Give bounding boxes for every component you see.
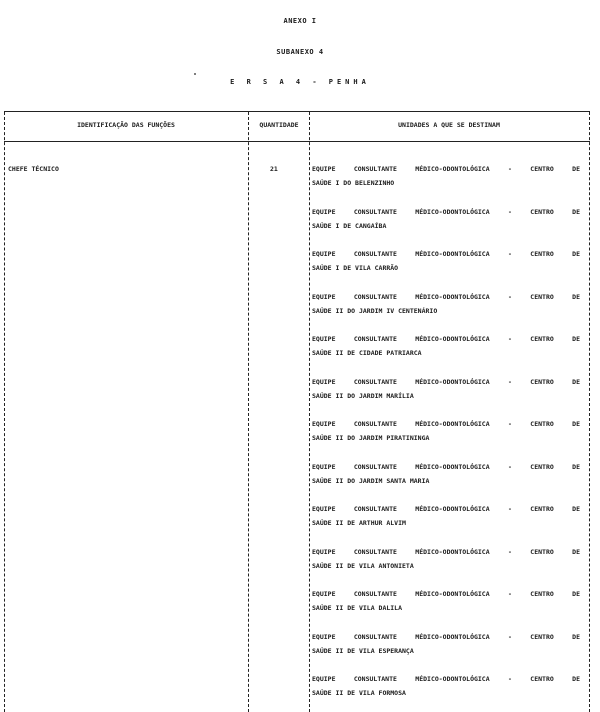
unit-line-1: EQUIPE CONSULTANTE MÉDICO-ODONTOLÓGICA - CENTRO DE	[312, 590, 580, 598]
header-bottom-rule	[4, 141, 590, 142]
column-header-units: UNIDADES A QUE SE DESTINAM	[398, 121, 500, 129]
scan-speck	[194, 73, 196, 75]
unit-entry	[312, 290, 580, 318]
unit-entry	[312, 545, 580, 573]
unit-line-2: SAÚDE II DO JARDIM PIRATININGA	[312, 434, 430, 442]
unit-line-2: SAÚDE II DO JARDIM SANTA MARIA	[312, 476, 430, 485]
unit-line-2: SAÚDE I DO BELENZINHO	[312, 179, 395, 187]
region-title: E R S A 4 - PENHA	[230, 78, 370, 86]
unit-entry	[312, 417, 580, 445]
column-header-quantity: QUANTIDADE	[259, 121, 299, 129]
unit-line-1: EQUIPE CONSULTANTE MÉDICO-ODONTOLÓGICA - CENTRO DE	[312, 505, 580, 513]
unit-entry	[312, 332, 580, 360]
unit-line-1: EQUIPE CONSULTANTE MÉDICO-ODONTOLÓGICA - CENTRO DE	[312, 207, 580, 216]
function-cell: CHEFE TÉCNICO	[8, 165, 59, 173]
unit-line-1: EQUIPE CONSULTANTE MÉDICO-ODONTOLÓGICA - CENTRO DE	[312, 335, 580, 343]
unit-line-1: EQUIPE CONSULTANTE MÉDICO-ODONTOLÓGICA - CENTRO DE	[312, 462, 580, 471]
unit-line-1: EQUIPE CONSULTANTE MÉDICO-ODONTOLÓGICA - CENTRO DE	[312, 675, 580, 683]
unit-line-1: EQUIPE CONSULTANTE MÉDICO-ODONTOLÓGICA - CENTRO DE	[312, 547, 580, 556]
subannex-title: SUBANEXO 4	[276, 48, 324, 56]
unit-line-2: SAÚDE II DO JARDIM IV CENTENÁRIO	[312, 306, 438, 315]
unit-entry	[312, 162, 580, 190]
unit-line-1: EQUIPE CONSULTANTE MÉDICO-ODONTOLÓGICA - CENTRO DE	[312, 292, 580, 301]
unit-entry	[312, 672, 580, 700]
annex-title: ANEXO I	[283, 17, 317, 25]
unit-entry	[312, 502, 580, 530]
table-right-border	[589, 112, 590, 712]
table-left-border	[4, 112, 5, 712]
unit-line-2: SAÚDE II DE VILA FORMOSA	[312, 689, 406, 697]
unit-line-2: SAÚDE II DO JARDIM MARÍLIA	[312, 391, 414, 400]
unit-entry	[312, 375, 580, 403]
unit-entry	[312, 630, 580, 658]
unit-line-1: EQUIPE CONSULTANTE MÉDICO-ODONTOLÓGICA - CENTRO DE	[312, 632, 580, 641]
unit-entry	[312, 460, 580, 488]
unit-line-2: SAÚDE II DE ARTHUR ALVIM	[312, 519, 406, 527]
column-divider-1	[248, 112, 249, 712]
column-header-functions: IDENTIFICAÇÃO DAS FUNÇÕES	[77, 121, 175, 129]
unit-line-2: SAÚDE II DE VILA DALILA	[312, 604, 403, 612]
unit-entry	[312, 205, 580, 233]
unit-line-2: SAÚDE I DE CANGAÍBA	[312, 221, 387, 230]
unit-line-2: SAÚDE II DE VILA ANTONIETA	[312, 561, 414, 570]
column-divider-2	[309, 112, 310, 712]
table-top-rule	[4, 111, 590, 112]
unit-entry	[312, 587, 580, 615]
unit-line-1: EQUIPE CONSULTANTE MÉDICO-ODONTOLÓGICA - CENTRO DE	[312, 165, 580, 173]
unit-line-1: EQUIPE CONSULTANTE MÉDICO-ODONTOLÓGICA - CENTRO DE	[312, 377, 580, 386]
unit-line-2: SAÚDE I DE VILA CARRÃO	[312, 264, 399, 272]
unit-line-1: EQUIPE CONSULTANTE MÉDICO-ODONTOLÓGICA - CENTRO DE	[312, 250, 580, 258]
unit-line-2: SAÚDE II DE VILA ESPERANÇA	[312, 646, 414, 655]
quantity-cell: 21	[270, 165, 278, 173]
unit-line-2: SAÚDE II DE CIDADE PATRIARCA	[312, 349, 422, 357]
unit-line-1: EQUIPE CONSULTANTE MÉDICO-ODONTOLÓGICA - CENTRO DE	[312, 420, 580, 428]
unit-entry	[312, 247, 580, 275]
